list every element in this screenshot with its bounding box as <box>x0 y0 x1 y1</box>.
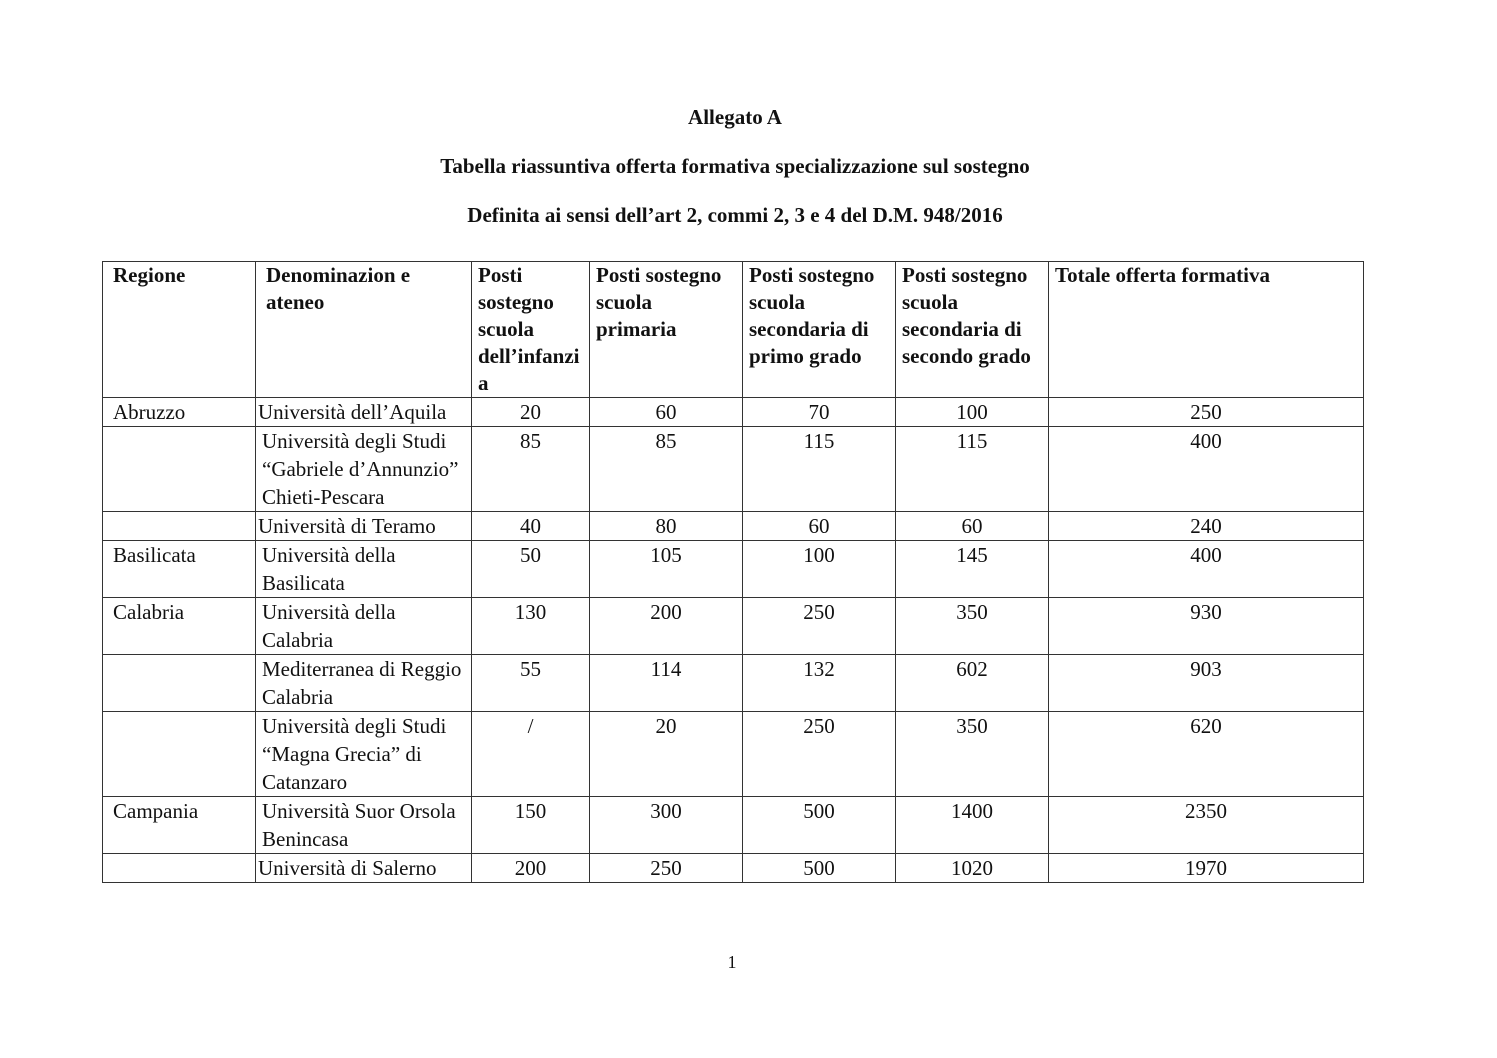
cell-totale: 1970 <box>1049 854 1364 883</box>
header-denominazione-ateneo: Denominazion e ateneo <box>256 262 472 398</box>
cell-regione: Abruzzo <box>103 398 256 427</box>
header-posti-secondaria-secondo: Posti sostegno scuola secondaria di secondo grado <box>896 262 1049 398</box>
cell-secondaria-primo: 500 <box>743 797 896 854</box>
cell-primaria: 200 <box>590 598 743 655</box>
cell-primaria: 20 <box>590 712 743 797</box>
cell-secondaria-secondo: 145 <box>896 541 1049 598</box>
cell-secondaria-primo: 250 <box>743 712 896 797</box>
cell-ateneo: Mediterranea di Reggio Calabria <box>256 655 472 712</box>
cell-primaria: 85 <box>590 427 743 512</box>
cell-regione: Calabria <box>103 598 256 655</box>
cell-totale: 400 <box>1049 541 1364 598</box>
cell-regione <box>103 655 256 712</box>
cell-secondaria-secondo: 350 <box>896 598 1049 655</box>
cell-regione <box>103 512 256 541</box>
cell-totale: 2350 <box>1049 797 1364 854</box>
cell-regione <box>103 427 256 512</box>
cell-secondaria-primo: 115 <box>743 427 896 512</box>
table-row <box>103 398 1364 427</box>
table-row <box>103 512 1364 541</box>
cell-ateneo: Università della Calabria <box>256 598 472 655</box>
table-row <box>103 427 1364 512</box>
cell-ateneo: Università degli Studi “Magna Grecia” di Catanzaro <box>256 712 472 797</box>
cell-primaria: 300 <box>590 797 743 854</box>
cell-secondaria-primo: 70 <box>743 398 896 427</box>
cell-totale: 620 <box>1049 712 1364 797</box>
header-posti-secondaria-primo: Posti sostegno scuola secondaria di primo grado <box>743 262 896 398</box>
cell-primaria: 60 <box>590 398 743 427</box>
cell-regione <box>103 854 256 883</box>
table-row <box>103 541 1364 598</box>
cell-secondaria-secondo: 100 <box>896 398 1049 427</box>
cell-totale: 240 <box>1049 512 1364 541</box>
cell-totale: 400 <box>1049 427 1364 512</box>
cell-totale: 930 <box>1049 598 1364 655</box>
cell-ateneo: Università Suor Orsola Benincasa <box>256 797 472 854</box>
cell-infanzia: / <box>472 712 590 797</box>
table-header-row <box>103 262 1364 398</box>
cell-regione <box>103 712 256 797</box>
cell-secondaria-primo: 132 <box>743 655 896 712</box>
cell-secondaria-secondo: 1020 <box>896 854 1049 883</box>
cell-ateneo: Università degli Studi “Gabriele d’Annunzio” Chieti-Pescara <box>256 427 472 512</box>
page-number: 1 <box>727 952 737 972</box>
cell-infanzia: 20 <box>472 398 590 427</box>
cell-ateneo: Università dell’Aquila <box>256 398 472 427</box>
document-title: Allegato A <box>688 105 782 129</box>
table-row <box>103 598 1364 655</box>
cell-regione: Campania <box>103 797 256 854</box>
cell-infanzia: 130 <box>472 598 590 655</box>
cell-infanzia: 150 <box>472 797 590 854</box>
table-row <box>103 797 1364 854</box>
offerta-formativa-table <box>102 261 1364 883</box>
cell-secondaria-primo: 100 <box>743 541 896 598</box>
cell-primaria: 250 <box>590 854 743 883</box>
cell-secondaria-secondo: 115 <box>896 427 1049 512</box>
cell-infanzia: 200 <box>472 854 590 883</box>
cell-regione: Basilicata <box>103 541 256 598</box>
header-totale: Totale offerta formativa <box>1049 262 1364 398</box>
cell-primaria: 105 <box>590 541 743 598</box>
cell-totale: 250 <box>1049 398 1364 427</box>
document-legal-reference: Definita ai sensi dell’art 2, commi 2, 3 e 4 del D.M. 948/2016 <box>467 203 1003 227</box>
header-regione: Regione <box>103 262 256 398</box>
cell-ateneo: Università di Salerno <box>256 854 472 883</box>
cell-secondaria-primo: 60 <box>743 512 896 541</box>
cell-totale: 903 <box>1049 655 1364 712</box>
header-posti-infanzia: Posti sostegno scuola dell’infanzi a <box>472 262 590 398</box>
cell-secondaria-secondo: 350 <box>896 712 1049 797</box>
cell-infanzia: 85 <box>472 427 590 512</box>
cell-secondaria-secondo: 1400 <box>896 797 1049 854</box>
cell-primaria: 114 <box>590 655 743 712</box>
table-row <box>103 854 1364 883</box>
cell-secondaria-primo: 500 <box>743 854 896 883</box>
cell-infanzia: 50 <box>472 541 590 598</box>
cell-infanzia: 40 <box>472 512 590 541</box>
cell-infanzia: 55 <box>472 655 590 712</box>
header-posti-primaria: Posti sostegno scuola primaria <box>590 262 743 398</box>
table-row <box>103 712 1364 797</box>
cell-primaria: 80 <box>590 512 743 541</box>
cell-ateneo: Università della Basilicata <box>256 541 472 598</box>
table-row <box>103 655 1364 712</box>
cell-secondaria-primo: 250 <box>743 598 896 655</box>
document-subtitle: Tabella riassuntiva offerta formativa specializzazione sul sostegno <box>440 154 1030 178</box>
cell-ateneo: Università di Teramo <box>256 512 472 541</box>
cell-secondaria-secondo: 60 <box>896 512 1049 541</box>
cell-secondaria-secondo: 602 <box>896 655 1049 712</box>
